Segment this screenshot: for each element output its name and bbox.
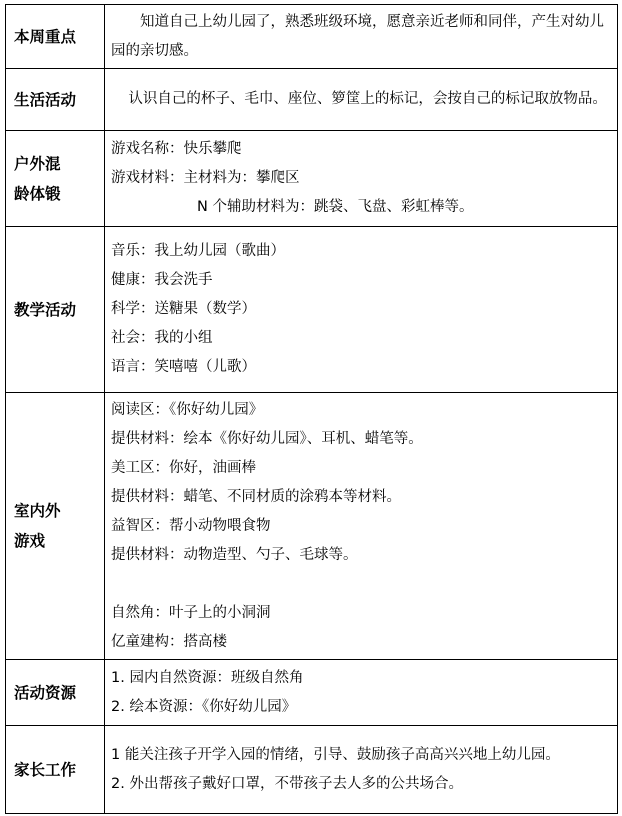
row-outdoor [6,131,618,227]
content-resources [105,660,618,726]
resources-line-2: 2. 绘本资源：《你好幼儿园》 [111,698,297,715]
indoor-art-material: 提供材料：蜡笔、不同材质的涂鸦本等材料。 [111,488,401,505]
resources-line-1: 1. 园内自然资源：班级自然角 [111,669,304,686]
row-teaching [6,227,618,393]
focus-text: 知道自己上幼儿园了，熟悉班级环境，愿意亲近老师和同伴，产生对幼儿园的亲切感。 [111,13,604,59]
content-outdoor [105,131,618,227]
parents-line-1: 1 能关注孩子开学入园的情绪，引导、鼓励孩子高高兴兴地上幼儿园。 [111,746,560,763]
label-resources: 活动资源 [6,660,105,726]
row-parents [6,726,618,814]
label-indoor-line-2: 游戏 [14,532,46,550]
row-focus [6,5,618,69]
teaching-society: 社会：我的小组 [111,330,213,346]
content-life [105,69,618,131]
label-life: 生活活动 [6,69,105,131]
label-outdoor-line-2: 龄体锻 [14,184,61,203]
indoor-nature-corner: 自然角：叶子上的小洞洞 [111,604,271,621]
row-indoor [6,393,618,660]
content-focus [105,5,618,69]
row-life [6,69,618,131]
indoor-reading-area: 阅读区：《你好幼儿园》 [111,401,264,418]
life-text: 认识自己的杯子、毛巾、座位、箩筐上的标记，会按自己的标记取放物品。 [128,91,607,107]
label-outdoor-line-1: 户外混 [14,154,61,173]
content-indoor [105,393,618,660]
indoor-puzzle-area: 益智区：帮小动物喂食物 [111,517,271,534]
teaching-language: 语言：笑嘻嘻（儿歌） [111,359,256,375]
indoor-blank-line [111,570,611,599]
teaching-music: 音乐：我上幼儿园（歌曲） [111,243,285,259]
indoor-art-area: 美工区：你好，油画棒 [111,459,256,476]
outdoor-game-name: 游戏名称：快乐攀爬 [111,141,242,157]
outdoor-aux-material: N 个辅助材料为：跳袋、飞盘、彩虹棒等。 [197,199,474,215]
row-resources [6,660,618,726]
parents-line-2: 2. 外出帮孩子戴好口罩，不带孩子去人多的公共场合。 [111,775,463,792]
teaching-health: 健康：我会洗手 [111,272,213,288]
teaching-science: 科学：送糖果（数学） [111,301,256,317]
content-parents [105,726,618,814]
indoor-puzzle-material: 提供材料：动物造型、勺子、毛球等。 [111,546,358,563]
label-focus: 本周重点 [6,5,105,69]
content-teaching [105,227,618,393]
weekly-plan-table [5,4,618,814]
label-indoor [6,393,105,660]
outdoor-game-material: 游戏材料：主材料为：攀爬区 [111,170,300,186]
label-indoor-line-1: 室内外 [14,502,61,520]
indoor-reading-material: 提供材料：绘本《你好幼儿园》、耳机、蜡笔等。 [111,430,423,447]
label-parents: 家长工作 [6,726,105,814]
indoor-construction: 亿童建构：搭高楼 [111,633,227,650]
label-teaching: 教学活动 [6,227,105,393]
label-outdoor [6,131,105,227]
